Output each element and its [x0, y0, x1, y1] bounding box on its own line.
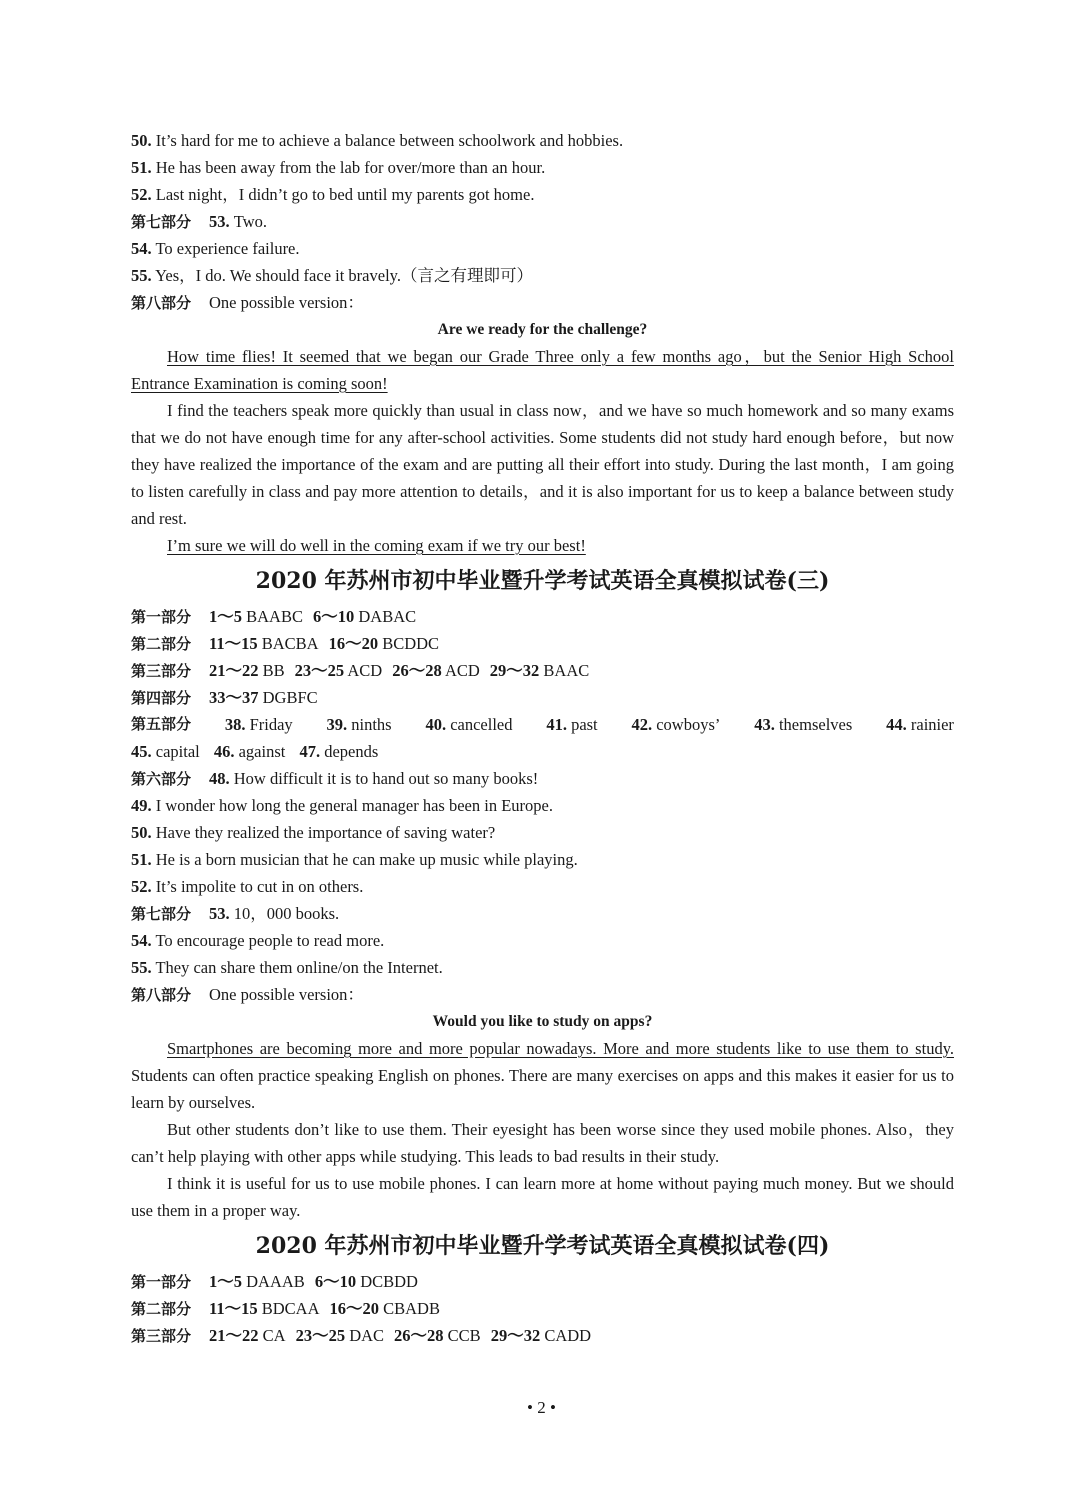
essay-paragraph: Smartphones are becoming more and more popular nowadays. More and more students like to use them to study. Students can often practice speaking English on phones. There are many exercises on apps and this makes it easier for us to learn by ourselves. — [131, 1039, 954, 1112]
section-line: 第三部分 21～22 BB 23～25 ACD 26～28 ACD 29～32 BAAC — [131, 661, 590, 680]
answer-line: 55. Yes，I do. We should face it bravely.（言之有理即可） — [131, 266, 533, 285]
answer-line: 50. It’s hard for me to achieve a balance between schoolwork and hobbies. — [131, 131, 624, 150]
answer-line: 52. It’s impolite to cut in on others. — [131, 877, 364, 896]
essay-paragraph: How time flies! It seemed that we began our Grade Three only a few months ago，but the Senior High School Entrance Examination is coming soon! — [131, 347, 954, 393]
section-line: 第六部分 48. How difficult it is to hand out so many books! — [131, 769, 539, 788]
word-item: 38. Friday — [224, 715, 293, 734]
section-line: 第一部分 1～5 DAAAB 6～10 DCBDD — [131, 1272, 418, 1291]
word-item: 44. rainier — [886, 715, 954, 734]
section-line: 第二部分 11～15 BACBA 16～20 BCDDC — [131, 634, 440, 653]
essay-paragraph: I find the teachers speak more quickly than usual in class now，and we have so much homework and so many exams that we do not have enough time for any after-school activities. Some students did not study hard enough before，but now they have realized the importance of the exam and are putting all their effort into study. During the last month，I am going to listen carefully in class and pay more attention to details，and it is also important for us to keep a balance between study and rest. — [131, 401, 954, 528]
page-number: • 2 • — [527, 1398, 556, 1417]
section-line: 第八部分 One possible version： — [131, 293, 364, 312]
word-item: 39. ninths — [326, 715, 392, 734]
section-label: 第八部分 — [131, 294, 192, 312]
answer-line: 49. I wonder how long the general manager has been in Europe. — [131, 796, 553, 815]
answer-line: 55. They can share them online/on the Internet. — [131, 958, 443, 977]
answer-line: 50. Have they realized the importance of saving water? — [131, 823, 496, 842]
answer-line: 51. He has been away from the lab for over/more than an hour. — [131, 158, 546, 177]
essay-title: Are we ready for the challenge? — [437, 321, 648, 338]
word-item: 42. cowboys’ — [631, 715, 721, 734]
section-line: 第七部分 53. 10，000 books. — [131, 904, 340, 923]
exam-title: 2020 年苏州市初中毕业暨升学考试英语全真模拟试卷(三) — [255, 568, 830, 594]
section-label: 第七部分 — [131, 213, 192, 231]
word-item: 43. themselves — [754, 715, 853, 734]
section-line: 第三部分 21～22 CA 23～25 DAC 26～28 CCB 29～32 CADD — [131, 1326, 592, 1345]
essay-paragraph: I’m sure we will do well in the coming exam if we try our best! — [167, 536, 586, 555]
section-line: 45. capital 46. against 47. depends — [131, 742, 379, 761]
content — [131, 127, 954, 1349]
essay-title: Would you like to study on apps? — [432, 1013, 653, 1030]
section-line: 第二部分 11～15 BDCAA 16～20 CBADB — [131, 1299, 440, 1318]
essay-paragraph: I think it is useful for us to use mobile phones. I can learn more at home without paying much money. But we should use them in a proper way. — [131, 1174, 954, 1220]
essay-paragraph: But other students don’t like to use them. Their eyesight has been worse since they used mobile phones. Also，they can’t help playing with other apps while studying. This leads to bad results in their study. — [131, 1120, 954, 1166]
word-item: 41. past — [546, 715, 598, 734]
answer-line: 54. To encourage people to read more. — [131, 931, 385, 950]
section-line: 第四部分 33～37 DGBFC — [131, 688, 318, 707]
section-line: 第七部分 53. Two. — [131, 212, 267, 231]
answer-line: 52. Last night，I didn’t go to bed until my parents got home. — [131, 185, 535, 204]
section-line: 第八部分 One possible version： — [131, 985, 364, 1004]
word-item: 40. cancelled — [425, 715, 513, 734]
section-line: 第五部分 38. Friday 39. ninths 40. cancelled 41. past 42. cowboys’ 43. themselves 44. rainier — [131, 711, 954, 738]
section-line: 第一部分 1～5 BAABC 6～10 DABAC — [131, 607, 417, 626]
answer-line: 51. He is a born musician that he can make up music while playing. — [131, 850, 578, 869]
answer-line: 54. To experience failure. — [131, 239, 300, 258]
exam-title: 2020 年苏州市初中毕业暨升学考试英语全真模拟试卷(四) — [255, 1233, 830, 1259]
